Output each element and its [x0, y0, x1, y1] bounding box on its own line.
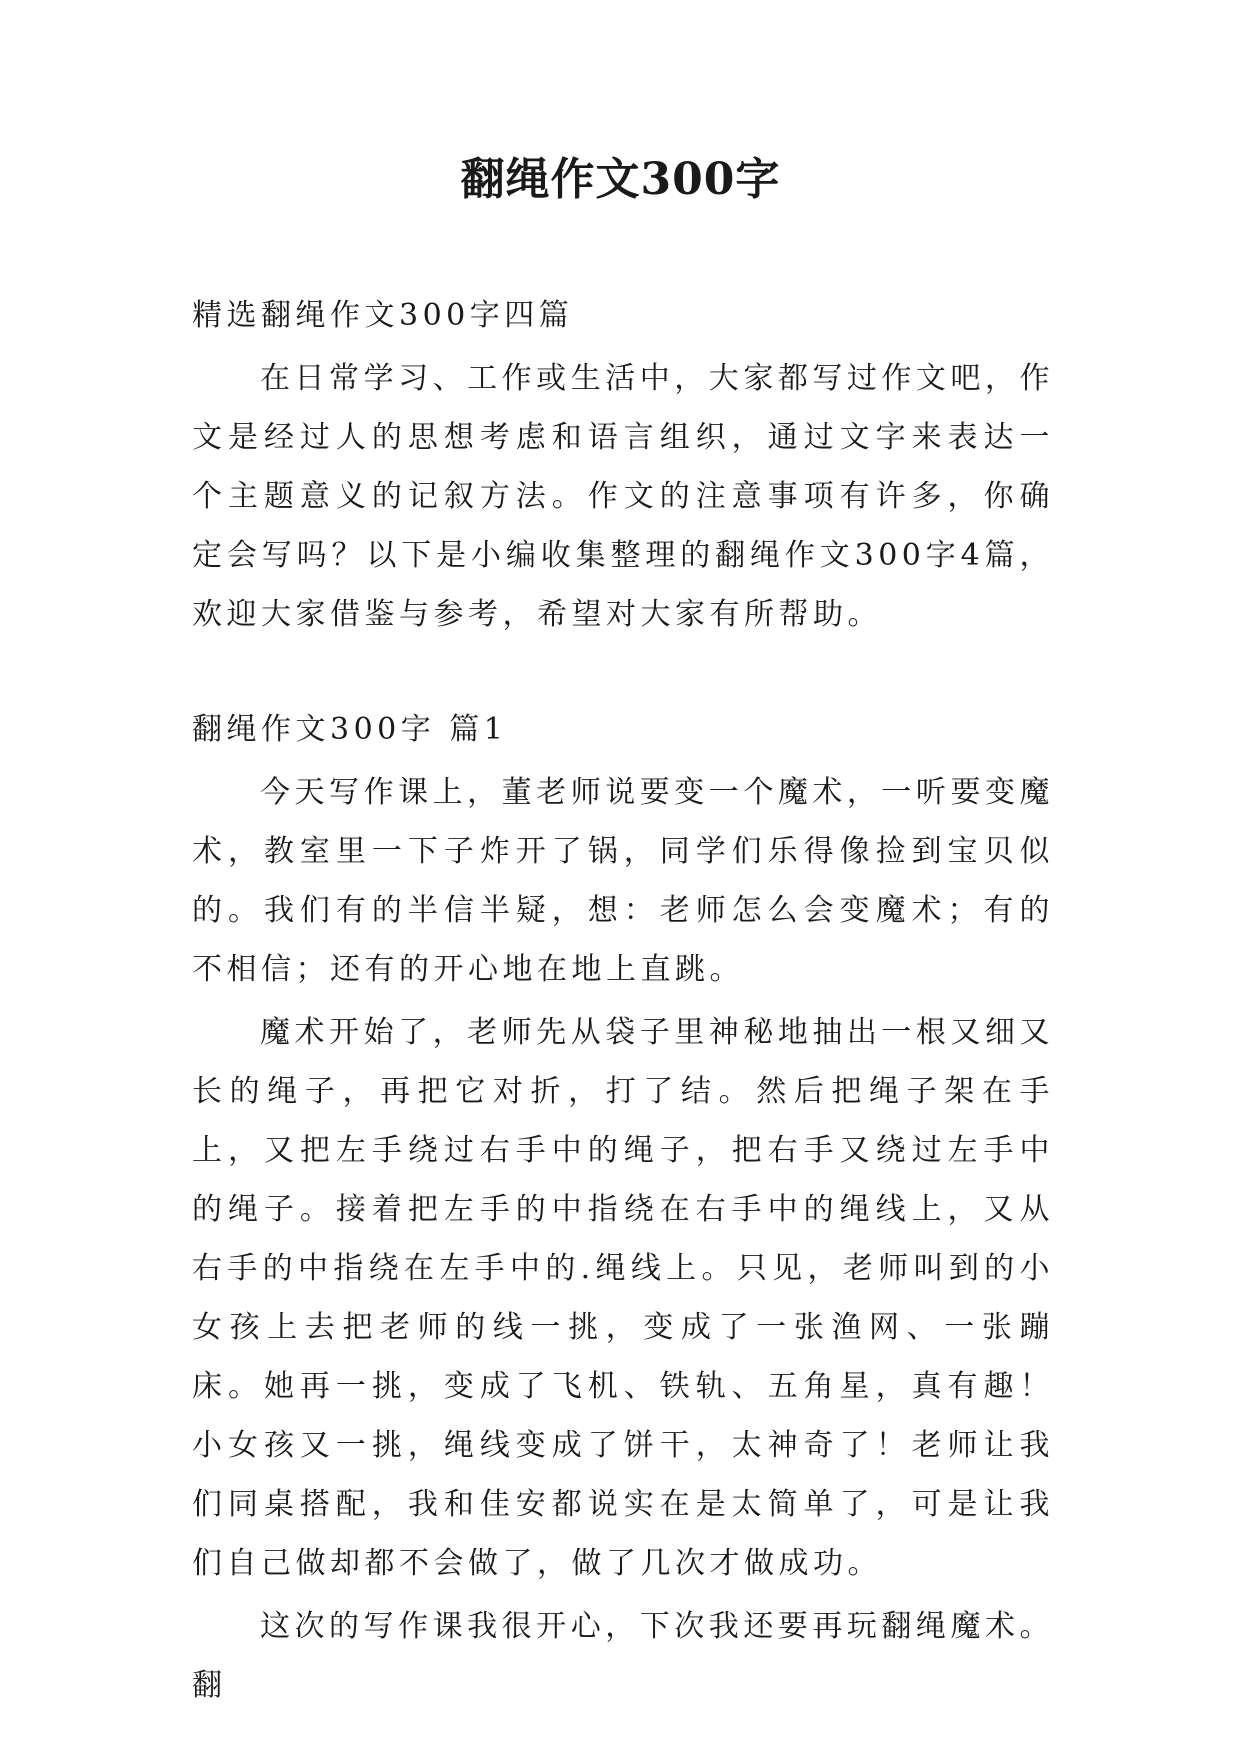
essay-paragraph-2: 魔术开始了，老师先从袋子里神秘地抽出一根又细又长的绳子，再把它对折，打了结。然后把绳子架在手上，又把左手绕过右手中的绳子，把右手又绕过左手中的绳子。接着把左手的中指绕在右手中的绳线上，又从右手的中指绕在左手中的.绳线上。只见，老师叫到的小女孩上去把老师的线一挑，变成了一张渔网、一张蹦床。她再一挑，变成了飞机、铁轨、五角星，真有趣！小女孩又一挑，绳线变成了饼干，太神奇了！老师让我们同桌搭配，我和佳安都说实在是太简单了，可是让我们自己做却都不会做了，做了几次才做成功。 [192, 1015, 1054, 1581]
essay-paragraph-1: 今天写作课上，董老师说要变一个魔术，一听要变魔术，教室里一下子炸开了锅，同学们乐得像捡到宝贝似的。我们有的半信半疑，想：老师怎么会变魔术；有的不相信；还有的开心地在地上直跳。 [192, 775, 1054, 987]
document-title: 翻绳作文300字 [460, 154, 781, 205]
essay-paragraph-3: 这次的写作课我很开心，下次我还要再玩翻绳魔术。翻 [192, 1609, 1054, 1703]
document-body [192, 286, 1054, 1715]
collection-subtitle: 精选翻绳作文300字四篇 [192, 298, 574, 333]
section-heading: 翻绳作文300字 篇1 [192, 712, 508, 747]
intro-paragraph: 在日常学习、工作或生活中，大家都写过作文吧，作文是经过人的思想考虑和语言组织，通过文字来表达一个主题意义的记叙方法。作文的注意事项有许多，你确定会写吗？以下是小编收集整理的翻绳作文300字4篇，欢迎大家借鉴与参考，希望对大家有所帮助。 [192, 361, 1054, 632]
